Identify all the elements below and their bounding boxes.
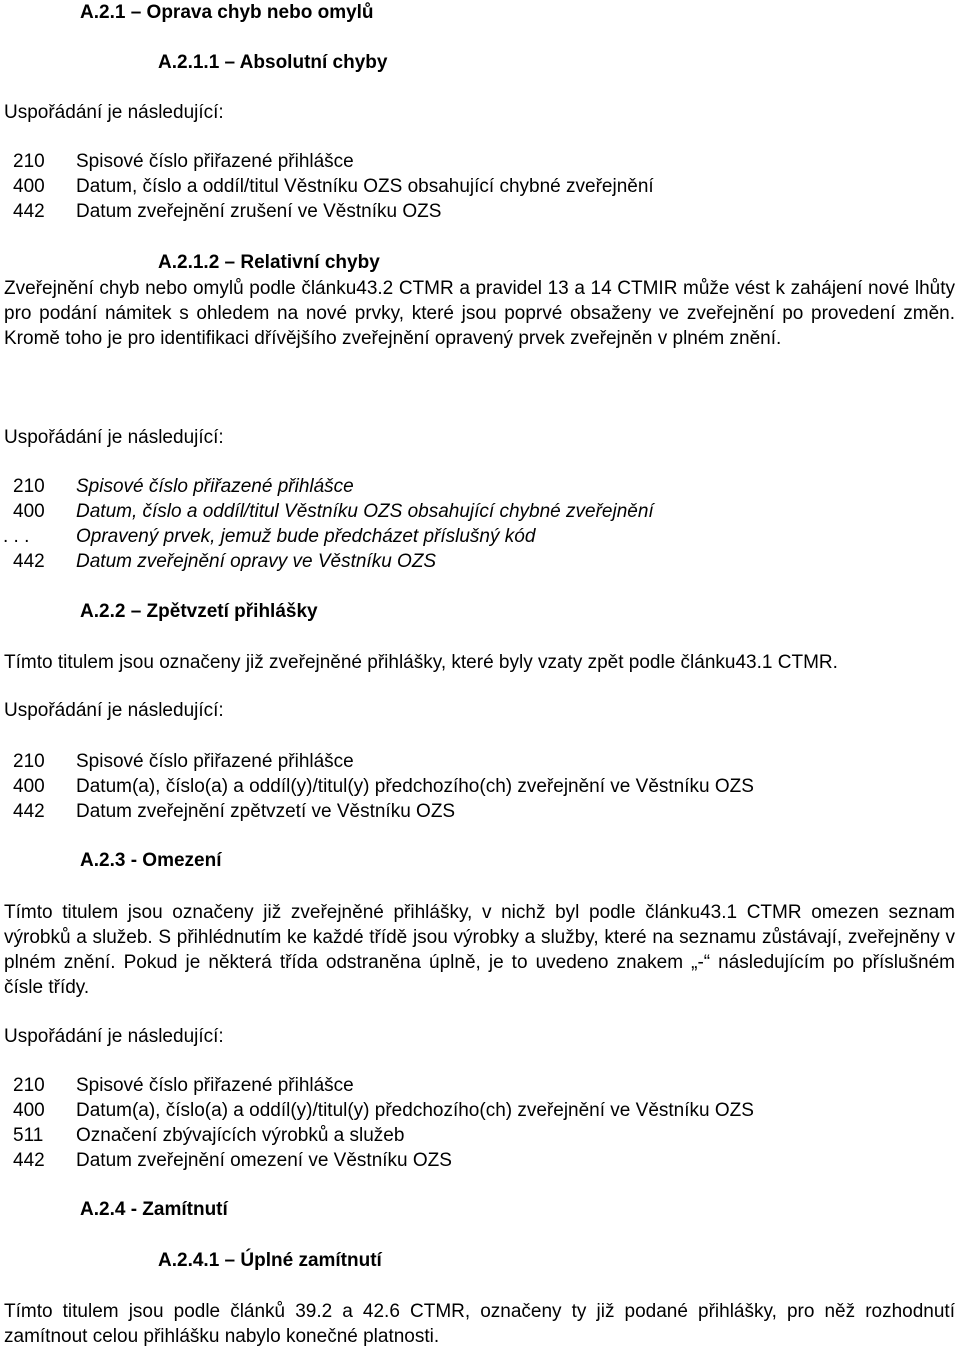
code-list-item bbox=[13, 1148, 933, 1173]
code-number: 210 bbox=[13, 476, 45, 497]
code-number: 210 bbox=[13, 151, 45, 172]
code-description: Datum zveřejnění zrušení ve Věstníku OZS bbox=[76, 201, 442, 222]
paragraph: Tímto titulem jsou označeny již zveřejněné přihlášky, v nichž byl podle článku43.1 CTMR omezen seznam výrobků a služeb. S přihlédnutím ke každé třídě jsou výrobky a služby, které na seznamu zůstávají, zveřejněny v plném znění. Pokud je některá třída odstraněna úplně, je to uvedeno znakem „-“ následujícím po příslušném čísle třídy. bbox=[4, 902, 955, 998]
code-list-item bbox=[13, 1098, 933, 1123]
paragraph: Tímto titulem jsou podle článků 39.2 a 42.6 CTMR, označeny ty již podané přihlášky, pro něž rozhodnutí zamítnout celou přihlášku nabylo konečné platnosti. bbox=[4, 1301, 955, 1347]
code-list-item bbox=[13, 149, 933, 174]
code-description: Datum zveřejnění omezení ve Věstníku OZS bbox=[76, 1150, 452, 1171]
code-list-item bbox=[13, 799, 933, 824]
code-description: Opravený prvek, jemuž bude předcházet příslušný kód bbox=[76, 526, 536, 547]
code-list-item bbox=[13, 774, 933, 799]
code-number: . . . bbox=[3, 526, 30, 547]
code-number: 442 bbox=[13, 801, 45, 822]
code-list bbox=[13, 749, 933, 824]
section-heading-a-2-3: A.2.3 - Omezení bbox=[80, 850, 222, 871]
code-number: 210 bbox=[13, 1075, 45, 1096]
arrangement-intro: Uspořádání je následující: bbox=[4, 102, 224, 123]
code-description: Datum zveřejnění zpětvzetí ve Věstníku OZS bbox=[76, 801, 456, 822]
code-list bbox=[13, 1073, 933, 1173]
code-number: 400 bbox=[13, 501, 45, 522]
code-description: Spisové číslo přiřazené přihlášce bbox=[76, 751, 354, 772]
code-description: Označení zbývajících výrobků a služeb bbox=[76, 1125, 405, 1146]
code-number: 511 bbox=[13, 1125, 44, 1146]
code-number: 400 bbox=[13, 776, 45, 797]
code-list-item bbox=[13, 1123, 933, 1148]
arrangement-intro: Uspořádání je následující: bbox=[4, 700, 224, 721]
paragraph: Tímto titulem jsou označeny již zveřejněné přihlášky, které byly vzaty zpět podle článku43.1 CTMR. bbox=[4, 652, 838, 673]
arrangement-intro: Uspořádání je následující: bbox=[4, 1026, 224, 1047]
code-number: 442 bbox=[13, 551, 45, 572]
code-list-item bbox=[13, 474, 933, 499]
code-list-item bbox=[3, 524, 933, 549]
code-list-item bbox=[13, 199, 933, 224]
code-description: Datum, číslo a oddíl/titul Věstníku OZS obsahující chybné zveřejnění bbox=[76, 501, 654, 522]
code-description: Datum(a), číslo(a) a oddíl(y)/titul(y) předchozího(ch) zveřejnění ve Věstníku OZS bbox=[76, 1100, 754, 1121]
code-list bbox=[3, 474, 933, 574]
code-list bbox=[13, 149, 933, 224]
code-description: Spisové číslo přiřazené přihlášce bbox=[76, 151, 354, 172]
code-list-item bbox=[13, 549, 933, 574]
code-number: 442 bbox=[13, 1150, 45, 1171]
code-description: Datum zveřejnění opravy ve Věstníku OZS bbox=[76, 551, 437, 572]
code-number: 210 bbox=[13, 751, 45, 772]
section-heading-a-2-1: A.2.1 – Oprava chyb nebo omylů bbox=[80, 2, 374, 23]
code-number: 442 bbox=[13, 201, 45, 222]
code-list-item bbox=[13, 174, 933, 199]
section-heading-a-2-4: A.2.4 - Zamítnutí bbox=[80, 1199, 228, 1220]
subsection-heading-a-2-4-1: A.2.4.1 – Úplné zamítnutí bbox=[158, 1250, 382, 1271]
code-list-item bbox=[13, 1073, 933, 1098]
paragraph: Zveřejnění chyb nebo omylů podle článku43.2 CTMR a pravidel 13 a 14 CTMIR může vést k zahájení nové lhůty pro podání námitek s ohledem na nové prvky, které jsou poprvé obsaženy ve zveřejnění po provedení změn. Kromě toho je pro identifikaci dřívějšího zveřejnění opravený prvek zveřejněn v plném znění. bbox=[4, 278, 955, 349]
code-list-item bbox=[13, 499, 933, 524]
code-description: Spisové číslo přiřazené přihlášce bbox=[76, 1075, 354, 1096]
subsection-heading-a-2-1-2: A.2.1.2 – Relativní chyby bbox=[158, 252, 380, 273]
arrangement-intro: Uspořádání je následující: bbox=[4, 427, 224, 448]
subsection-heading-a-2-1-1: A.2.1.1 – Absolutní chyby bbox=[158, 52, 388, 73]
code-description: Datum(a), číslo(a) a oddíl(y)/titul(y) předchozího(ch) zveřejnění ve Věstníku OZS bbox=[76, 776, 754, 797]
section-heading-a-2-2: A.2.2 – Zpětvzetí přihlášky bbox=[80, 601, 318, 622]
code-number: 400 bbox=[13, 1100, 45, 1121]
code-list-item bbox=[13, 749, 933, 774]
code-number: 400 bbox=[13, 176, 45, 197]
code-description: Datum, číslo a oddíl/titul Věstníku OZS obsahující chybné zveřejnění bbox=[76, 176, 654, 197]
code-description: Spisové číslo přiřazené přihlášce bbox=[76, 476, 354, 497]
